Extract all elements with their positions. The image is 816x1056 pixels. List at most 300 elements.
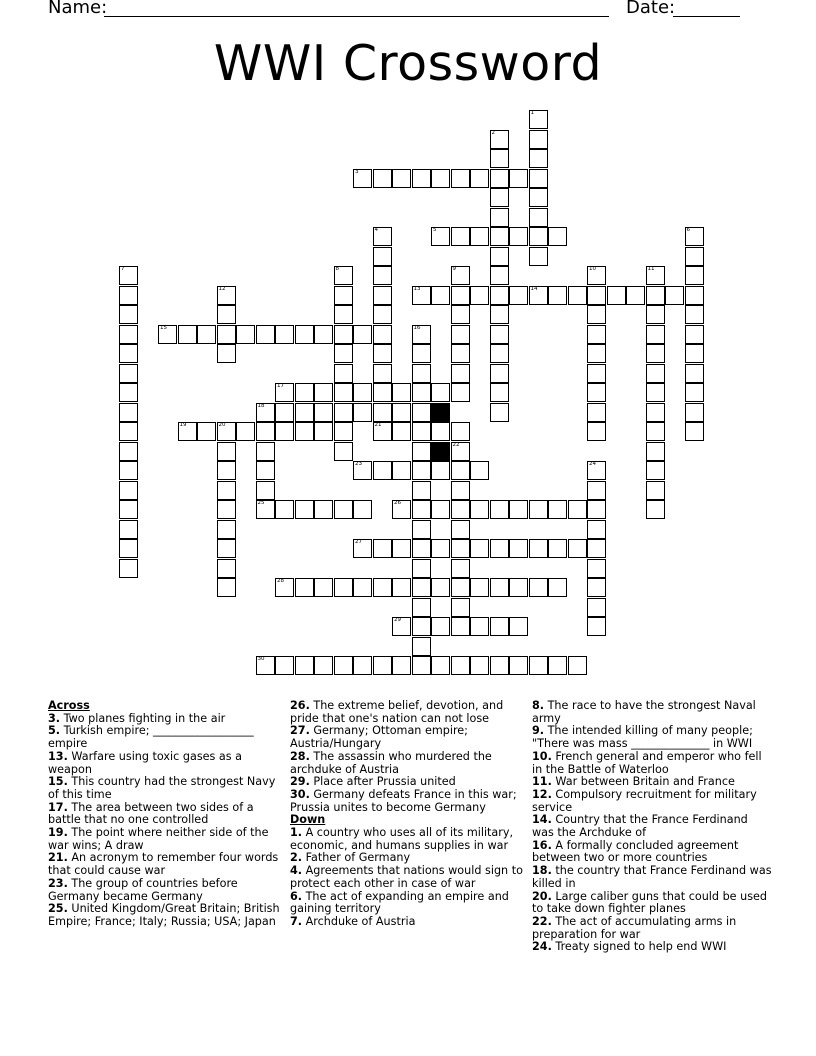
grid-cell[interactable] xyxy=(548,578,567,597)
grid-cell[interactable] xyxy=(412,169,431,188)
grid-cell[interactable] xyxy=(119,461,138,480)
grid-cell[interactable] xyxy=(685,422,704,441)
grid-cell[interactable] xyxy=(295,325,314,344)
grid-cell[interactable] xyxy=(451,325,470,344)
grid-cell[interactable] xyxy=(392,422,411,441)
grid-cell[interactable] xyxy=(353,461,372,480)
grid-cell[interactable] xyxy=(431,656,450,675)
grid-cell[interactable] xyxy=(275,403,294,422)
grid-cell[interactable] xyxy=(217,344,236,363)
grid-cell[interactable] xyxy=(119,422,138,441)
grid-cell[interactable] xyxy=(236,325,255,344)
grid-cell[interactable] xyxy=(568,286,587,305)
grid-cell[interactable] xyxy=(353,403,372,422)
grid-cell[interactable] xyxy=(490,227,509,246)
clue-number-label: 10. xyxy=(532,749,552,763)
grid-cell[interactable] xyxy=(587,344,606,363)
grid-cell[interactable] xyxy=(353,539,372,558)
grid-cell[interactable] xyxy=(412,617,431,636)
grid-cell[interactable] xyxy=(217,500,236,519)
grid-cell[interactable] xyxy=(353,578,372,597)
grid-cell[interactable] xyxy=(646,383,665,402)
grid-cell[interactable] xyxy=(451,500,470,519)
grid-cell[interactable] xyxy=(256,656,275,675)
grid-cell[interactable] xyxy=(412,325,431,344)
grid-cell[interactable] xyxy=(412,403,431,422)
grid-cell[interactable] xyxy=(470,656,489,675)
grid-cell[interactable] xyxy=(392,403,411,422)
grid-cell[interactable] xyxy=(548,500,567,519)
grid-cell[interactable] xyxy=(451,286,470,305)
grid-cell[interactable] xyxy=(451,461,470,480)
grid-cell[interactable] xyxy=(119,520,138,539)
grid-cell[interactable] xyxy=(412,383,431,402)
grid-cell[interactable] xyxy=(334,286,353,305)
grid-cell[interactable] xyxy=(431,286,450,305)
grid-cell[interactable] xyxy=(529,208,548,227)
grid-cell[interactable] xyxy=(490,617,509,636)
clues-column-1 xyxy=(48,700,280,929)
grid-cell[interactable] xyxy=(470,169,489,188)
grid-cell[interactable] xyxy=(373,403,392,422)
grid-cell[interactable] xyxy=(451,422,470,441)
grid-cell[interactable] xyxy=(334,403,353,422)
black-cell xyxy=(431,442,450,461)
grid-cell[interactable] xyxy=(431,539,450,558)
grid-cell[interactable] xyxy=(392,383,411,402)
clue-number: 16 xyxy=(413,324,421,331)
grid-cell[interactable] xyxy=(217,286,236,305)
grid-cell[interactable] xyxy=(119,442,138,461)
grid-cell[interactable] xyxy=(373,325,392,344)
grid-cell[interactable] xyxy=(431,422,450,441)
grid-cell[interactable] xyxy=(392,617,411,636)
grid-cell[interactable] xyxy=(314,656,333,675)
grid-cell[interactable] xyxy=(490,325,509,344)
grid-cell[interactable] xyxy=(685,247,704,266)
across-clue-list xyxy=(48,713,280,929)
grid-cell[interactable] xyxy=(334,305,353,324)
grid-cell[interactable] xyxy=(529,656,548,675)
grid-cell[interactable] xyxy=(412,364,431,383)
grid-cell[interactable] xyxy=(529,130,548,149)
grid-cell[interactable] xyxy=(353,169,372,188)
grid-cell[interactable] xyxy=(373,422,392,441)
grid-cell[interactable] xyxy=(529,110,548,129)
grid-cell[interactable] xyxy=(685,344,704,363)
grid-cell[interactable] xyxy=(451,344,470,363)
grid-cell[interactable] xyxy=(373,169,392,188)
grid-cell[interactable] xyxy=(587,617,606,636)
grid-cell[interactable] xyxy=(373,305,392,324)
grid-cell[interactable] xyxy=(314,422,333,441)
grid-cell[interactable] xyxy=(314,383,333,402)
grid-cell[interactable] xyxy=(275,656,294,675)
grid-cell[interactable] xyxy=(295,422,314,441)
clue-number: 12 xyxy=(218,285,226,292)
grid-cell[interactable] xyxy=(256,442,275,461)
grid-cell[interactable] xyxy=(412,520,431,539)
grid-cell[interactable] xyxy=(587,578,606,597)
grid-cell[interactable] xyxy=(353,325,372,344)
grid-cell[interactable] xyxy=(451,227,470,246)
grid-cell[interactable] xyxy=(451,520,470,539)
grid-cell[interactable] xyxy=(451,559,470,578)
grid-cell[interactable] xyxy=(490,266,509,285)
grid-cell[interactable] xyxy=(256,403,275,422)
grid-cell[interactable] xyxy=(392,500,411,519)
grid-cell[interactable] xyxy=(334,578,353,597)
grid-cell[interactable] xyxy=(119,286,138,305)
grid-cell[interactable] xyxy=(587,598,606,617)
grid-cell[interactable] xyxy=(295,403,314,422)
grid-cell[interactable] xyxy=(490,383,509,402)
grid-cell[interactable] xyxy=(587,325,606,344)
grid-cell[interactable] xyxy=(646,481,665,500)
grid-cell[interactable] xyxy=(119,305,138,324)
grid-cell[interactable] xyxy=(256,325,275,344)
grid-cell[interactable] xyxy=(490,169,509,188)
grid-cell[interactable] xyxy=(470,227,489,246)
grid-cell[interactable] xyxy=(646,442,665,461)
grid-cell[interactable] xyxy=(509,617,528,636)
grid-cell[interactable] xyxy=(353,383,372,402)
grid-cell[interactable] xyxy=(373,266,392,285)
grid-cell[interactable] xyxy=(431,500,450,519)
grid-cell[interactable] xyxy=(509,656,528,675)
grid-cell[interactable] xyxy=(392,656,411,675)
grid-cell[interactable] xyxy=(451,617,470,636)
grid-cell[interactable] xyxy=(509,227,528,246)
grid-cell[interactable] xyxy=(197,325,216,344)
clue-item xyxy=(48,827,280,852)
grid-cell[interactable] xyxy=(334,364,353,383)
grid-cell[interactable] xyxy=(587,520,606,539)
grid-cell[interactable] xyxy=(334,266,353,285)
clue-number-label: 12. xyxy=(532,787,552,801)
clue-text: Father of Germany xyxy=(302,851,411,865)
grid-cell[interactable] xyxy=(568,500,587,519)
grid-cell[interactable] xyxy=(119,403,138,422)
grid-cell[interactable] xyxy=(275,325,294,344)
grid-cell[interactable] xyxy=(490,286,509,305)
grid-cell[interactable] xyxy=(119,266,138,285)
grid-cell[interactable] xyxy=(314,403,333,422)
clue-number: 17 xyxy=(277,383,284,389)
grid-cell[interactable] xyxy=(256,500,275,519)
grid-cell[interactable] xyxy=(178,422,197,441)
grid-cell[interactable] xyxy=(431,461,450,480)
clue-number-label: 28. xyxy=(290,749,310,763)
grid-cell[interactable] xyxy=(646,403,665,422)
grid-cell[interactable] xyxy=(685,383,704,402)
grid-cell[interactable] xyxy=(568,656,587,675)
grid-cell[interactable] xyxy=(295,578,314,597)
grid-cell[interactable] xyxy=(119,559,138,578)
grid-cell[interactable] xyxy=(217,461,236,480)
grid-cell[interactable] xyxy=(119,481,138,500)
grid-cell[interactable] xyxy=(217,305,236,324)
grid-cell[interactable] xyxy=(587,403,606,422)
grid-cell[interactable] xyxy=(490,364,509,383)
grid-cell[interactable] xyxy=(217,520,236,539)
grid-cell[interactable] xyxy=(587,286,606,305)
grid-cell[interactable] xyxy=(607,286,626,305)
grid-cell[interactable] xyxy=(548,539,567,558)
grid-cell[interactable] xyxy=(412,539,431,558)
grid-cell[interactable] xyxy=(412,637,431,656)
grid-cell[interactable] xyxy=(373,344,392,363)
grid-cell[interactable] xyxy=(353,656,372,675)
grid-cell[interactable] xyxy=(451,656,470,675)
grid-cell[interactable] xyxy=(334,325,353,344)
grid-cell[interactable] xyxy=(119,500,138,519)
grid-cell[interactable] xyxy=(412,559,431,578)
grid-cell[interactable] xyxy=(295,383,314,402)
grid-cell[interactable] xyxy=(314,578,333,597)
grid-cell[interactable] xyxy=(431,617,450,636)
clue-text: Country that the France Ferdinand was the Archduke of xyxy=(532,813,748,840)
grid-cell[interactable] xyxy=(529,578,548,597)
grid-cell[interactable] xyxy=(373,247,392,266)
grid-cell[interactable] xyxy=(119,383,138,402)
grid-cell[interactable] xyxy=(548,656,567,675)
clue-number: 25 xyxy=(257,500,265,506)
grid-cell[interactable] xyxy=(587,559,606,578)
grid-cell[interactable] xyxy=(568,539,587,558)
grid-cell[interactable] xyxy=(685,266,704,285)
clue-item xyxy=(290,916,526,929)
grid-cell[interactable] xyxy=(217,559,236,578)
grid-cell[interactable] xyxy=(587,383,606,402)
grid-cell[interactable] xyxy=(275,422,294,441)
grid-cell[interactable] xyxy=(470,286,489,305)
clue-number-label: 21. xyxy=(48,851,68,865)
grid-cell[interactable] xyxy=(217,325,236,344)
grid-cell[interactable] xyxy=(587,539,606,558)
clue-number: 15 xyxy=(160,324,167,331)
grid-cell[interactable] xyxy=(217,539,236,558)
grid-cell[interactable] xyxy=(412,656,431,675)
grid-cell[interactable] xyxy=(334,383,353,402)
grid-cell[interactable] xyxy=(373,578,392,597)
grid-cell[interactable] xyxy=(412,481,431,500)
grid-cell[interactable] xyxy=(548,286,567,305)
grid-cell[interactable] xyxy=(490,247,509,266)
grid-cell[interactable] xyxy=(509,539,528,558)
grid-cell[interactable] xyxy=(509,286,528,305)
grid-cell[interactable] xyxy=(431,227,450,246)
grid-cell[interactable] xyxy=(451,266,470,285)
grid-cell[interactable] xyxy=(646,325,665,344)
grid-cell[interactable] xyxy=(529,247,548,266)
grid-cell[interactable] xyxy=(334,656,353,675)
grid-cell[interactable] xyxy=(119,364,138,383)
grid-cell[interactable] xyxy=(646,422,665,441)
grid-cell[interactable] xyxy=(587,422,606,441)
grid-cell[interactable] xyxy=(490,578,509,597)
grid-cell[interactable] xyxy=(490,130,509,149)
clue-text: The race to have the strongest Naval army xyxy=(532,699,756,725)
grid-cell[interactable] xyxy=(490,656,509,675)
grid-cell[interactable] xyxy=(412,422,431,441)
clue-number: 19 xyxy=(179,422,187,428)
grid-cell[interactable] xyxy=(685,364,704,383)
grid-cell[interactable] xyxy=(451,364,470,383)
clue-text: A country who uses all of its military, economic, and humans supplies in war xyxy=(290,826,514,852)
grid-cell[interactable] xyxy=(119,539,138,558)
grid-cell[interactable] xyxy=(431,169,450,188)
grid-cell[interactable] xyxy=(646,500,665,519)
grid-cell[interactable] xyxy=(587,481,606,500)
grid-cell[interactable] xyxy=(490,403,509,422)
grid-cell[interactable] xyxy=(529,188,548,207)
clue-number-label: 11. xyxy=(532,775,552,789)
grid-cell[interactable] xyxy=(470,539,489,558)
grid-cell[interactable] xyxy=(490,149,509,168)
grid-cell[interactable] xyxy=(646,266,665,285)
grid-cell[interactable] xyxy=(392,461,411,480)
grid-cell[interactable] xyxy=(295,656,314,675)
grid-cell[interactable] xyxy=(256,481,275,500)
grid-cell[interactable] xyxy=(646,364,665,383)
grid-cell[interactable] xyxy=(412,344,431,363)
grid-cell[interactable] xyxy=(451,442,470,461)
grid-cell[interactable] xyxy=(334,344,353,363)
grid-cell[interactable] xyxy=(685,286,704,305)
grid-cell[interactable] xyxy=(334,500,353,519)
grid-cell[interactable] xyxy=(490,208,509,227)
grid-cell[interactable] xyxy=(373,286,392,305)
grid-cell[interactable] xyxy=(217,422,236,441)
grid-cell[interactable] xyxy=(685,227,704,246)
grid-cell[interactable] xyxy=(451,539,470,558)
grid-cell[interactable] xyxy=(470,461,489,480)
grid-cell[interactable] xyxy=(470,500,489,519)
grid-cell[interactable] xyxy=(665,286,684,305)
grid-cell[interactable] xyxy=(431,578,450,597)
grid-cell[interactable] xyxy=(451,383,470,402)
grid-cell[interactable] xyxy=(587,500,606,519)
clue-item xyxy=(48,725,280,750)
grid-cell[interactable] xyxy=(529,500,548,519)
grid-cell[interactable] xyxy=(529,149,548,168)
grid-cell[interactable] xyxy=(470,617,489,636)
grid-cell[interactable] xyxy=(529,539,548,558)
grid-cell[interactable] xyxy=(509,500,528,519)
clue-item xyxy=(48,751,280,776)
down-clue-list-continued xyxy=(532,700,772,954)
grid-cell[interactable] xyxy=(373,227,392,246)
grid-cell[interactable] xyxy=(334,422,353,441)
grid-cell[interactable] xyxy=(412,500,431,519)
grid-cell[interactable] xyxy=(490,305,509,324)
grid-cell[interactable] xyxy=(373,539,392,558)
clue-number: 9 xyxy=(452,266,456,272)
grid-cell[interactable] xyxy=(490,344,509,363)
grid-cell[interactable] xyxy=(314,325,333,344)
clue-text: The area between two sides of a battle that no one controlled xyxy=(48,800,254,827)
grid-cell[interactable] xyxy=(256,461,275,480)
grid-cell[interactable] xyxy=(412,442,431,461)
grid-cell[interactable] xyxy=(392,539,411,558)
grid-cell[interactable] xyxy=(158,325,177,344)
grid-cell[interactable] xyxy=(197,422,216,441)
grid-cell[interactable] xyxy=(412,598,431,617)
grid-cell[interactable] xyxy=(646,286,665,305)
grid-cell[interactable] xyxy=(451,578,470,597)
grid-cell[interactable] xyxy=(451,305,470,324)
grid-cell[interactable] xyxy=(509,578,528,597)
grid-cell[interactable] xyxy=(275,383,294,402)
grid-cell[interactable] xyxy=(529,286,548,305)
grid-cell[interactable] xyxy=(548,227,567,246)
grid-cell[interactable] xyxy=(685,325,704,344)
clue-item xyxy=(532,891,772,916)
clue-number-label: 9. xyxy=(532,724,545,738)
grid-cell[interactable] xyxy=(178,325,197,344)
grid-cell[interactable] xyxy=(509,169,528,188)
grid-cell[interactable] xyxy=(275,578,294,597)
clue-item xyxy=(532,865,772,890)
grid-cell[interactable] xyxy=(646,344,665,363)
grid-cell[interactable] xyxy=(587,266,606,285)
grid-cell[interactable] xyxy=(236,422,255,441)
grid-cell[interactable] xyxy=(334,442,353,461)
grid-cell[interactable] xyxy=(490,539,509,558)
clue-item xyxy=(290,891,526,916)
grid-cell[interactable] xyxy=(646,461,665,480)
grid-cell[interactable] xyxy=(353,500,372,519)
grid-cell[interactable] xyxy=(392,578,411,597)
grid-cell[interactable] xyxy=(587,364,606,383)
grid-cell[interactable] xyxy=(314,500,333,519)
grid-cell[interactable] xyxy=(217,481,236,500)
grid-cell[interactable] xyxy=(451,481,470,500)
grid-cell[interactable] xyxy=(392,169,411,188)
grid-cell[interactable] xyxy=(685,305,704,324)
grid-cell[interactable] xyxy=(119,344,138,363)
grid-cell[interactable] xyxy=(275,500,294,519)
grid-cell[interactable] xyxy=(412,461,431,480)
grid-cell[interactable] xyxy=(119,325,138,344)
grid-cell[interactable] xyxy=(256,422,275,441)
grid-cell[interactable] xyxy=(373,461,392,480)
grid-cell[interactable] xyxy=(217,442,236,461)
grid-cell[interactable] xyxy=(646,305,665,324)
grid-cell[interactable] xyxy=(529,169,548,188)
grid-cell[interactable] xyxy=(412,286,431,305)
grid-cell[interactable] xyxy=(373,656,392,675)
grid-cell[interactable] xyxy=(373,383,392,402)
grid-cell[interactable] xyxy=(373,364,392,383)
grid-cell[interactable] xyxy=(451,598,470,617)
grid-cell[interactable] xyxy=(587,461,606,480)
grid-cell[interactable] xyxy=(431,383,450,402)
grid-cell[interactable] xyxy=(490,188,509,207)
grid-cell[interactable] xyxy=(217,578,236,597)
grid-cell[interactable] xyxy=(470,578,489,597)
clue-item xyxy=(532,700,772,725)
grid-cell[interactable] xyxy=(451,169,470,188)
grid-cell[interactable] xyxy=(295,500,314,519)
grid-cell[interactable] xyxy=(626,286,645,305)
grid-cell[interactable] xyxy=(412,578,431,597)
grid-cell[interactable] xyxy=(490,500,509,519)
grid-cell[interactable] xyxy=(529,227,548,246)
grid-cell[interactable] xyxy=(685,403,704,422)
grid-cell[interactable] xyxy=(587,305,606,324)
